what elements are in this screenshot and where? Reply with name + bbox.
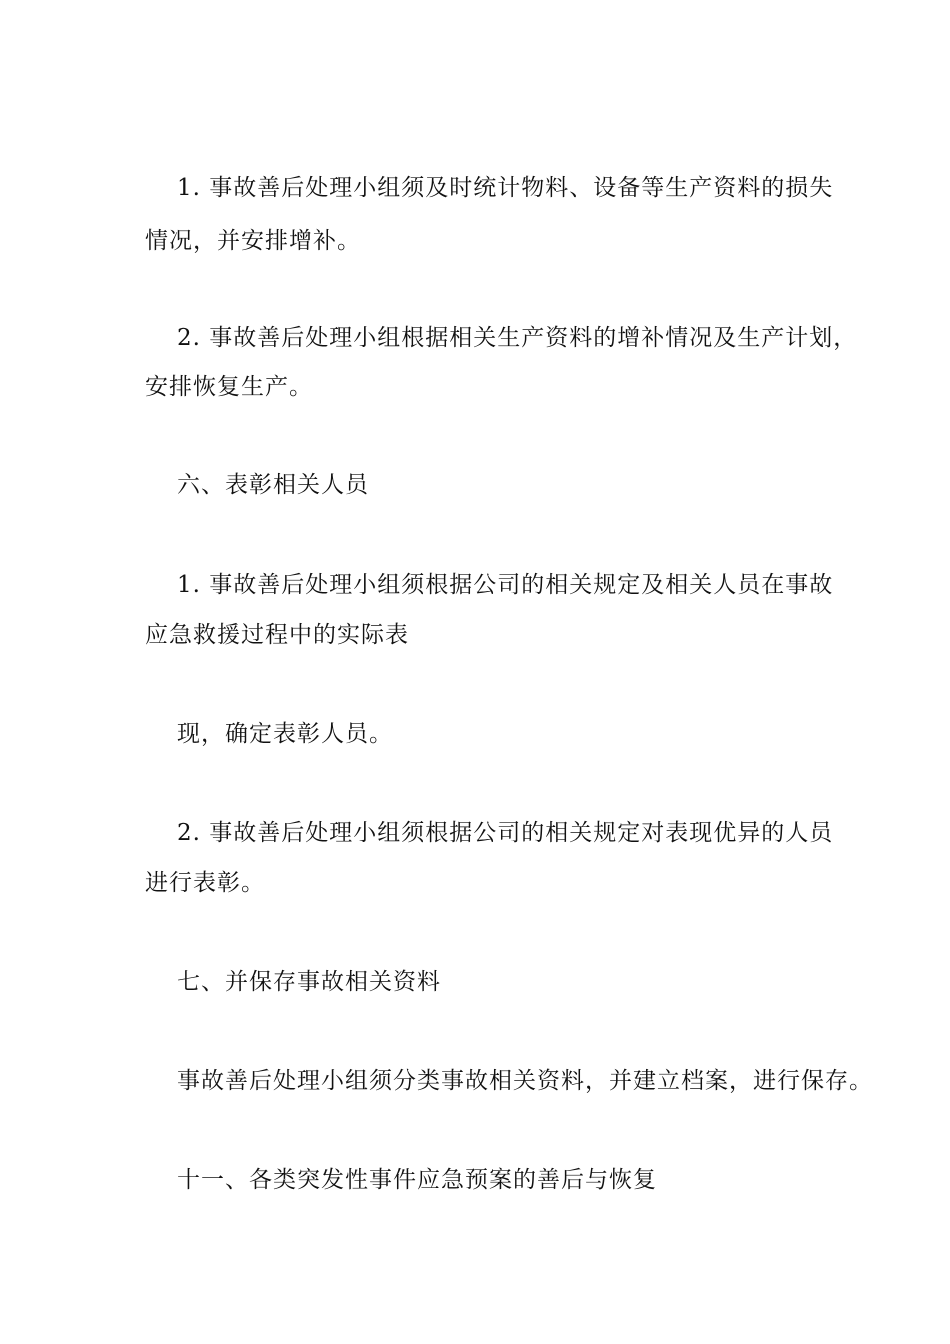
paragraph-3-line-3: 现，确定表彰人员。	[177, 721, 393, 747]
paragraph-1-line-1: 1. 事故善后处理小组须及时统计物料、设备等生产资料的损失	[177, 175, 834, 201]
section-heading-11: 十一、各类突发性事件应急预案的善后与恢复	[177, 1167, 657, 1193]
section-heading-6: 六、表彰相关人员	[177, 472, 369, 498]
paragraph-2-line-2: 安排恢复生产。	[145, 374, 313, 400]
paragraph-4-line-2: 进行表彰。	[145, 870, 265, 896]
paragraph-4-line-1: 2. 事故善后处理小组须根据公司的相关规定对表现优异的人员	[177, 820, 834, 846]
paragraph-5-line-1: 事故善后处理小组须分类事故相关资料，并建立档案，进行保存。	[177, 1068, 873, 1094]
section-heading-7: 七、并保存事故相关资料	[177, 969, 441, 995]
paragraph-2-line-1: 2. 事故善后处理小组根据相关生产资料的增补情况及生产计划，	[177, 325, 858, 351]
paragraph-3-line-2: 应急救援过程中的实际表	[145, 622, 409, 648]
paragraph-3-line-1: 1. 事故善后处理小组须根据公司的相关规定及相关人员在事故	[177, 572, 834, 598]
paragraph-1-line-2: 情况，并安排增补。	[145, 228, 361, 254]
